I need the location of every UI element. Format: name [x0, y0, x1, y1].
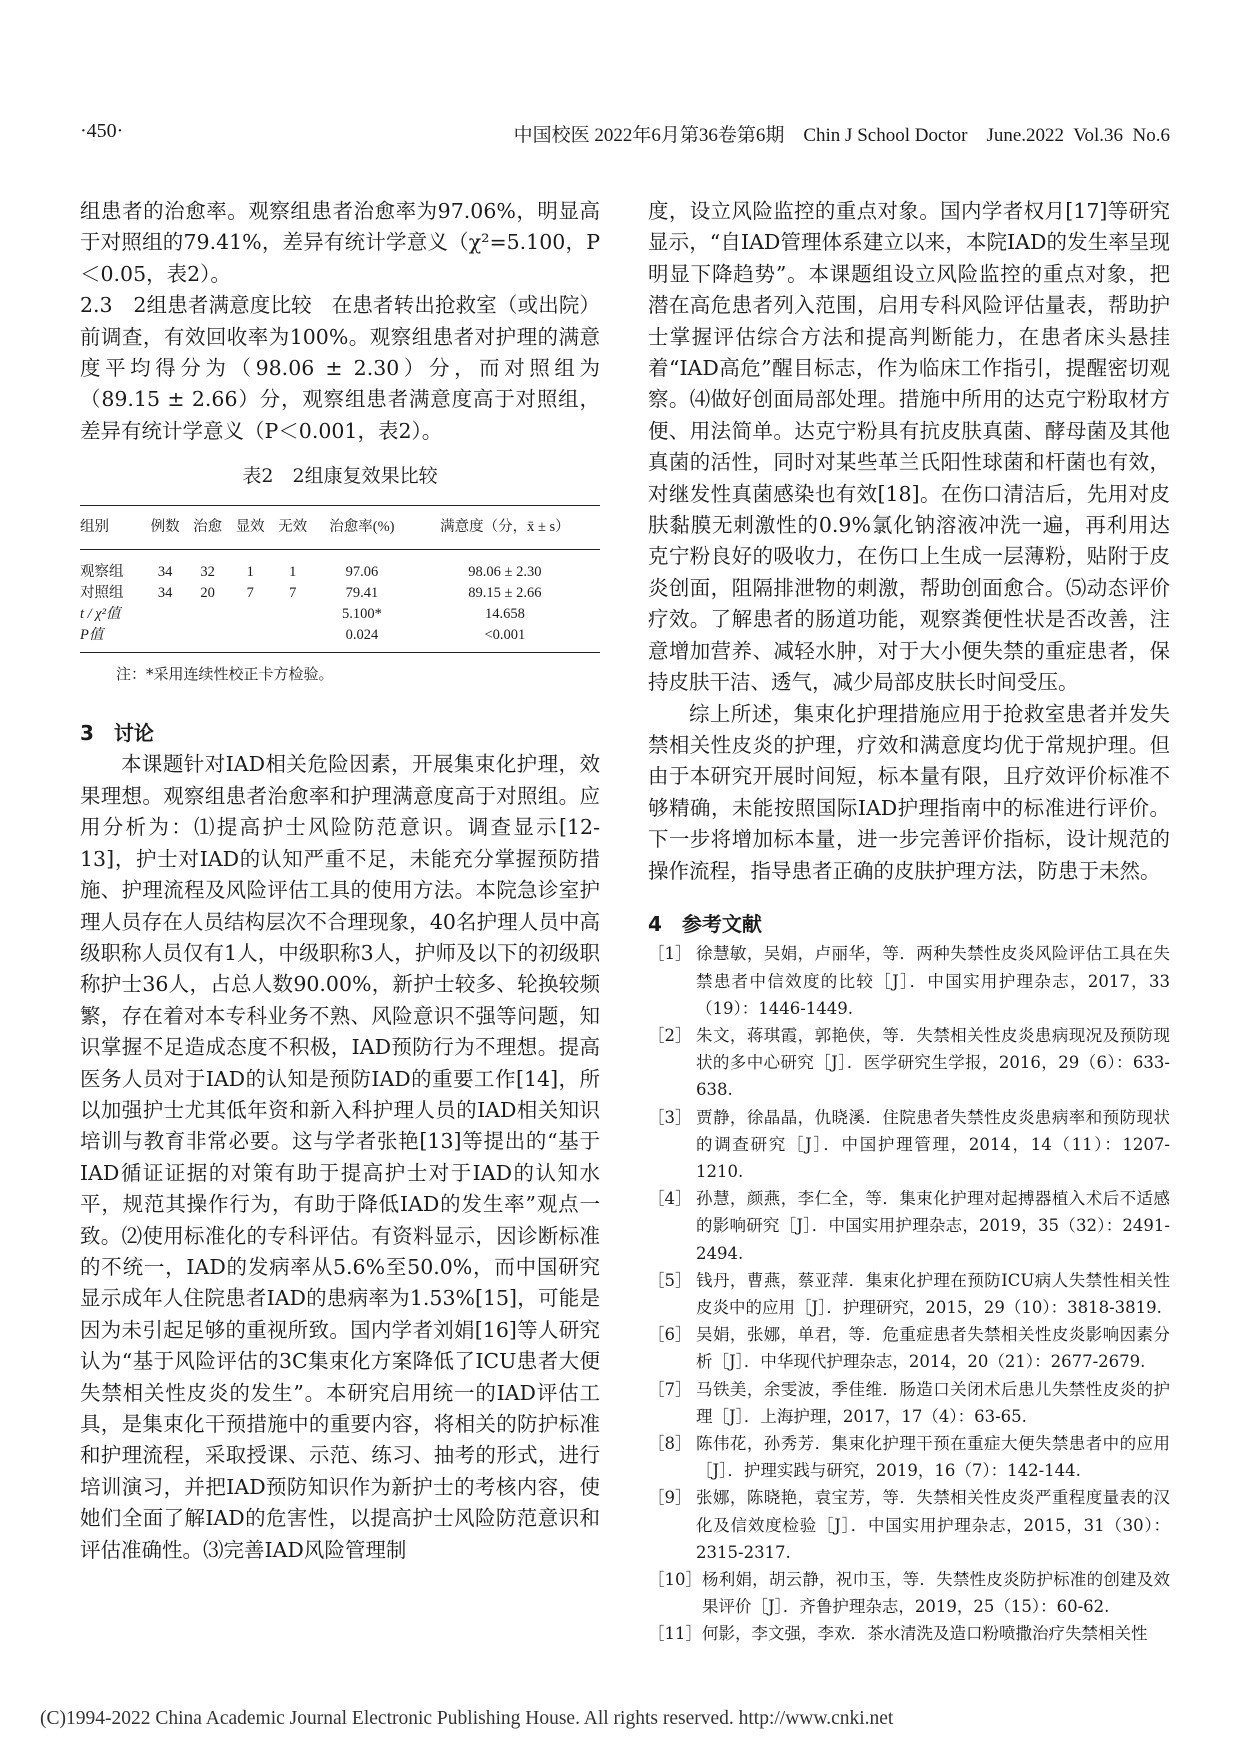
references-heading: 4 参考文献 — [648, 911, 762, 936]
reference-item — [648, 1566, 1170, 1620]
table-cell: 97.06 — [345, 563, 379, 580]
section-2-3 — [80, 290, 600, 447]
reference-item — [648, 1430, 1170, 1484]
reference-item — [648, 940, 1170, 1022]
reference-number: ［10］ — [648, 1570, 702, 1590]
table-cell — [229, 625, 272, 653]
reference-number: ［8］ — [648, 1434, 692, 1453]
table-header-cell: 例数 — [150, 518, 180, 535]
table-header-cell: 满意度（分，x̄ ± s） — [440, 518, 570, 535]
table-cell: 14.658 — [484, 605, 525, 622]
right-column — [648, 196, 1170, 1648]
reference-text: 钱丹，曹燕，蔡亚萍．集束化护理在预防ICU病人失禁性相关性皮炎中的应用［J］．护理研究，2015，29（10）：3818-3819. — [696, 1270, 1170, 1317]
reference-number: ［11］ — [648, 1624, 702, 1644]
table-header-cell: 组别 — [80, 518, 109, 535]
table-header-cell: 治愈 — [193, 518, 223, 535]
references-list — [648, 940, 1170, 1647]
reference-text: 陈伟花，孙秀芳．集束化护理干预在重症大便失禁患者中的应用［J］．护理实践与研究，2019，16（7）：142-144. — [696, 1434, 1170, 1481]
table-header-cell: 显效 — [235, 518, 265, 535]
results-table — [80, 505, 600, 653]
conclusion-paragraph: 综上所述，集束化护理措施应用于抢救室患者并发失禁相关性皮炎的护理，疗效和满意度均优于常规护理。但由于本研究开展时间短，标本量有限，且疗效评价标准不够精确，未能按照国际IAD护理指南中的标准进行评价。下一步将增加标本量，进一步完善评价指标，设计规范的操作流程，指导患者正确的皮肤护理方法，防患于未然。 — [648, 701, 1170, 883]
table-cell: 0.024 — [345, 626, 379, 643]
page-number: ·450· — [80, 120, 124, 142]
reference-number: ［7］ — [648, 1379, 692, 1399]
table-row — [80, 549, 600, 583]
reference-number: ［4］ — [648, 1189, 692, 1209]
reference-text: 孙慧，颜燕，李仁全，等．集束化护理对起搏器植入术后不适感的影响研究［J］．中国实用护理杂志，2019，35（32）：2491-2494. — [696, 1189, 1170, 1263]
table-cell: 89.15 ± 2.66 — [468, 584, 542, 601]
table-cell — [186, 604, 229, 625]
reference-item — [648, 1321, 1170, 1375]
table-cell: 32 — [200, 563, 215, 580]
copyright-footer: (C)1994-2022 China Academic Journal Electronic Publishing House. All rights reserved. http://www.cnki.net — [40, 1708, 894, 1729]
table-cell: 7 — [246, 584, 254, 601]
reference-number: ［6］ — [648, 1325, 692, 1345]
journal-info: 中国校医 2022年6月第36卷第6期 Chin J School Doctor June.2022 Vol.36 No.6 — [513, 125, 1170, 146]
section-2-3-heading: 2.3 2组患者满意度比较 — [80, 293, 312, 318]
reference-text: 徐慧敏，吴娟，卢丽华，等．两种失禁性皮炎风险评估工具在失禁患者中信效度的比较［J］．中国实用护理杂志，2017，33（19）：1446-1449. — [696, 944, 1170, 1018]
reference-item — [648, 1267, 1170, 1321]
section-3-heading: 3 讨论 — [80, 721, 154, 746]
reference-item — [648, 1104, 1170, 1186]
table-cell: 1 — [246, 563, 254, 580]
table-cell: 79.41 — [345, 584, 379, 601]
table-cell: <0.001 — [484, 626, 526, 643]
reference-item — [648, 1022, 1170, 1104]
table-header-cell: 无效 — [278, 518, 308, 535]
discussion-text: 本课题针对IAD相关危险因素，开展集束化护理，效果理想。观察组患者治愈率和护理满意度高于对照组。应用分析为：⑴提高护士风险防范意识。调查显示[12-13]，护士对IAD的认知严重不足，未能充分掌握预防措施、护理流程及风险评估工具的使用方法。本院急诊室护理人员存在人员结构层次不合理现象，40名护理人员中高级职称人员仅有1人，中级职称3人，护师及以下的初级职称护士36人，占总人数90.00%，新护士较多、轮换较频繁，存在着对本专科业务不熟、风险意识不强等问题，知识掌握不足造成态度不积极，IAD预防行为不理想。提高医务人员对于IAD的认知是预防IAD的重要工作[14]，所以加强护士尤其低年资和新入科护理人员的IAD相关知识培训与教育非常必要。这与学者张艳[13]等提出的“基于IAD循证证据的对策有助于提高护士对于IAD的认知水平，规范其操作行为，有助于降低IAD的发生率”观点一致。⑵使用标准化的专科评估。有资料显示，因诊断标准的不统一，IAD的发病率从5.6%至50.0%，而中国研究显示成年人住院患者IAD的患病率为1.53%[15]，可能是因为未引起足够的重视所致。国内学者刘娟[16]等人研究认为“基于风险评估的3C集束化方案降低了ICU患者大便失禁相关性皮炎的发生”。本研究启用统一的IAD评估工具，是集束化干预措施中的重要内容，将相关的防护标准和护理流程，采取授课、示范、练习、抽考的形式，进行培训演习，并把IAD预防知识作为新护士的考核内容，使她们全面了解IAD的危害性，以提高护士风险防范意识和评估准确性。⑶完善IAD风险管理制 — [80, 752, 600, 1562]
table-cell: 观察组 — [80, 563, 124, 580]
reference-number: ［9］ — [648, 1488, 692, 1508]
reference-text: 朱文，蒋琪霞，郭艳侠，等．失禁相关性皮炎患病现况及预防现状的多中心研究［J］．医学研究生学报，2016，29（6）：633-638. — [696, 1025, 1170, 1100]
reference-number: ［5］ — [648, 1270, 692, 1290]
table-cell — [144, 625, 187, 653]
table-cell: P值 — [80, 626, 104, 643]
table-cell: 对照组 — [80, 584, 124, 601]
table-cell — [271, 604, 314, 625]
table-title: 表2 2组康复效果比较 — [242, 465, 438, 488]
reference-text: 贾静，徐晶晶，仇晓溪．住院患者失禁性皮炎患病率和预防现状的调查研究［J］．中国护理管理，2014，14（11）：1207-1210. — [696, 1107, 1170, 1181]
discussion-continued: 度，设立风险监控的重点对象。国内学者权月[17]等研究显示，“自IAD管理体系建立以来，本院IAD的发生率呈现明显下降趋势”。本课题组设立风险监控的重点对象，把潜在高危患者列入范围，启用专科风险评估量表，帮助护士掌握评估综合方法和提高判断能力，在患者床头悬挂着“IAD高危”醒目标志，作为临床工作指引，提醒密切观察。⑷做好创面局部处理。措施中所用的达克宁粉取材方便、用法简单。达克宁粉具有抗皮肤真菌、酵母菌及其他真菌的活性，同时对某些革兰氏阳性球菌和杆菌也有效，对继发性真菌感染也有效[18]。在伤口清洁后，先用对皮肤黏膜无刺激性的0.9%氯化钠溶液冲洗一遍，再利用达克宁粉良好的吸收力，在伤口上生成一层薄粉，贴附于皮炎创面，阻隔排泄物的刺激，帮助创面愈合。⑸动态评价疗效。了解患者的肠道功能，观察粪便性状是否改善，注意增加营养、减轻水肿，对于大小便失禁的重症患者，保持皮肤干洁、透气，减少局部皮肤长时间受压。 — [648, 199, 1170, 695]
reference-number: ［2］ — [648, 1025, 692, 1045]
table-cell: 5.100* — [341, 605, 382, 622]
reference-number: ［1］ — [648, 944, 692, 964]
reference-item — [648, 1376, 1170, 1430]
reference-number: ［3］ — [648, 1107, 692, 1127]
section-2-3-text: 在患者转出抢救室（或出院）前调查，有效回收率为100%。观察组患者对护理的满意度平均得分为（98.06 ± 2.30）分，而对照组为（89.15 ± 2.66）分，观察组患者满意度高于对照组，差异有统计学意义（P＜0.001，表2）。 — [80, 293, 600, 443]
left-column — [80, 196, 600, 1566]
reference-item — [648, 1484, 1170, 1566]
reference-text: 马铁美，余雯波，季佳维．肠造口关闭术后患儿失禁性皮炎的护理［J］．上海护理，2017，17（4）：63-65. — [696, 1379, 1170, 1426]
reference-item — [648, 1620, 1170, 1647]
table-row — [80, 604, 600, 625]
table-cell: 1 — [289, 563, 297, 580]
table-cell: 20 — [200, 584, 215, 601]
table-header-cell: 治愈率(%) — [329, 518, 395, 535]
reference-item — [648, 1185, 1170, 1267]
table-cell — [229, 604, 272, 625]
page-header — [80, 120, 1170, 154]
reference-text: 杨利娟，胡云静，祝巾玉，等．失禁性皮炎防护标准的创建及效果评价［J］．齐鲁护理杂志，2019，25（15）：60-62. — [702, 1570, 1170, 1617]
table-cell — [144, 604, 187, 625]
reference-text: 吴娟，张娜，单君，等．危重症患者失禁相关性皮炎影响因素分析［J］．中华现代护理杂志，2014，20（21）：2677-2679. — [696, 1325, 1170, 1372]
table-header-row — [80, 505, 600, 549]
table-cell — [271, 625, 314, 653]
table-cell: t / χ²值 — [80, 605, 121, 622]
table-row — [80, 583, 600, 604]
reference-text: 张娜，陈晓艳，袁宝芳，等．失禁相关性皮炎严重程度量表的汉化及信效度检验［J］．中国实用护理杂志，2015，31（30）：2315-2317. — [696, 1488, 1170, 1562]
table-cell: 98.06 ± 2.30 — [468, 563, 542, 580]
reference-text: 何影，李文强，李欢．茶水清洗及造口粉喷撒治疗失禁相关性 — [702, 1624, 1148, 1644]
results-paragraph: 组患者的治愈率。观察组患者治愈率为97.06%，明显高于对照组的79.41%，差异有统计学意义（χ²=5.100，P＜0.05，表2）。 — [80, 199, 600, 286]
table-cell: 7 — [289, 584, 297, 601]
table-cell: 34 — [157, 584, 173, 601]
table-note: 注：*采用连续性校正卡方检验。 — [116, 664, 334, 683]
table-row — [80, 625, 600, 653]
table-cell: 34 — [157, 563, 173, 580]
table-cell — [186, 625, 229, 653]
